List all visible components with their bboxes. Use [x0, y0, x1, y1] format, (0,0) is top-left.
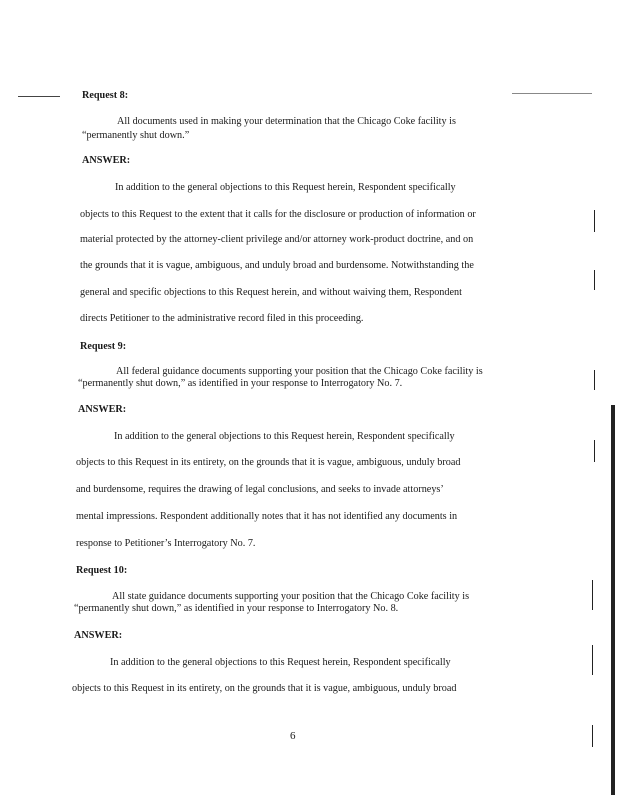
scan-dash-left [18, 96, 60, 97]
scan-mark [594, 440, 595, 462]
answer-9-text: and burdensome, requires the drawing of legal conclusions, and seeks to invade attorneys’ [76, 484, 444, 495]
request-8-text: “permanently shut down.” [82, 130, 190, 141]
request-10-text: “permanently shut down,” as identified in your response to Interrogatory No. 8. [74, 603, 399, 614]
answer-10-text: In addition to the general objections to this Request herein, Respondent specifically [110, 657, 451, 668]
answer-8-text: In addition to the general objections to this Request herein, Respondent specifically [115, 182, 456, 193]
answer-8-text: the grounds that it is vague, ambiguous, and unduly broad and burdensome. Notwithstanding the [80, 260, 474, 271]
request-8-heading: Request 8: [82, 90, 129, 101]
answer-8-text: directs Petitioner to the administrative record filed in this proceeding. [80, 313, 364, 324]
request-10-text: All state guidance documents supporting your position that the Chicago Coke facility is [112, 591, 470, 602]
request-9-heading: Request 9: [80, 341, 127, 352]
answer-8-text: material protected by the attorney-client privilege and/or attorney work-product doctrine, and on [80, 234, 474, 245]
answer-8-heading: ANSWER: [82, 155, 131, 166]
scan-mark [594, 270, 595, 290]
answer-8-text: objects to this Request to the extent that it calls for the disclosure or production of information or [80, 209, 476, 220]
answer-9-text: response to Petitioner’s Interrogatory No. 7. [76, 538, 256, 549]
scan-mark [592, 645, 593, 675]
answer-9-text: mental impressions. Respondent additionally notes that it has not identified any documents in [76, 511, 458, 522]
scan-dash-right [512, 93, 592, 94]
answer-9-heading: ANSWER: [78, 404, 127, 415]
scan-mark [592, 725, 593, 747]
scan-mark [594, 370, 595, 390]
scan-edge-bar [611, 405, 615, 795]
request-10-heading: Request 10: [76, 565, 128, 576]
answer-9-text: In addition to the general objections to this Request herein, Respondent specifically [114, 431, 455, 442]
answer-10-heading: ANSWER: [74, 630, 123, 641]
scan-mark [594, 210, 595, 232]
answer-8-text: general and specific objections to this Request herein, and without waiving them, Respondent [80, 287, 462, 298]
answer-10-text: objects to this Request in its entirety, on the grounds that it is vague, ambiguous, unduly broad [72, 683, 457, 694]
request-9-text: All federal guidance documents supporting your position that the Chicago Coke facility is [116, 366, 483, 377]
scan-mark [592, 580, 593, 610]
answer-9-text: objects to this Request in its entirety, on the grounds that it is vague, ambiguous, unduly broad [76, 457, 461, 468]
request-9-text: “permanently shut down,” as identified in your response to Interrogatory No. 7. [78, 378, 403, 389]
page-number: 6 [290, 730, 296, 742]
request-8-text: All documents used in making your determination that the Chicago Coke facility is [117, 116, 456, 127]
